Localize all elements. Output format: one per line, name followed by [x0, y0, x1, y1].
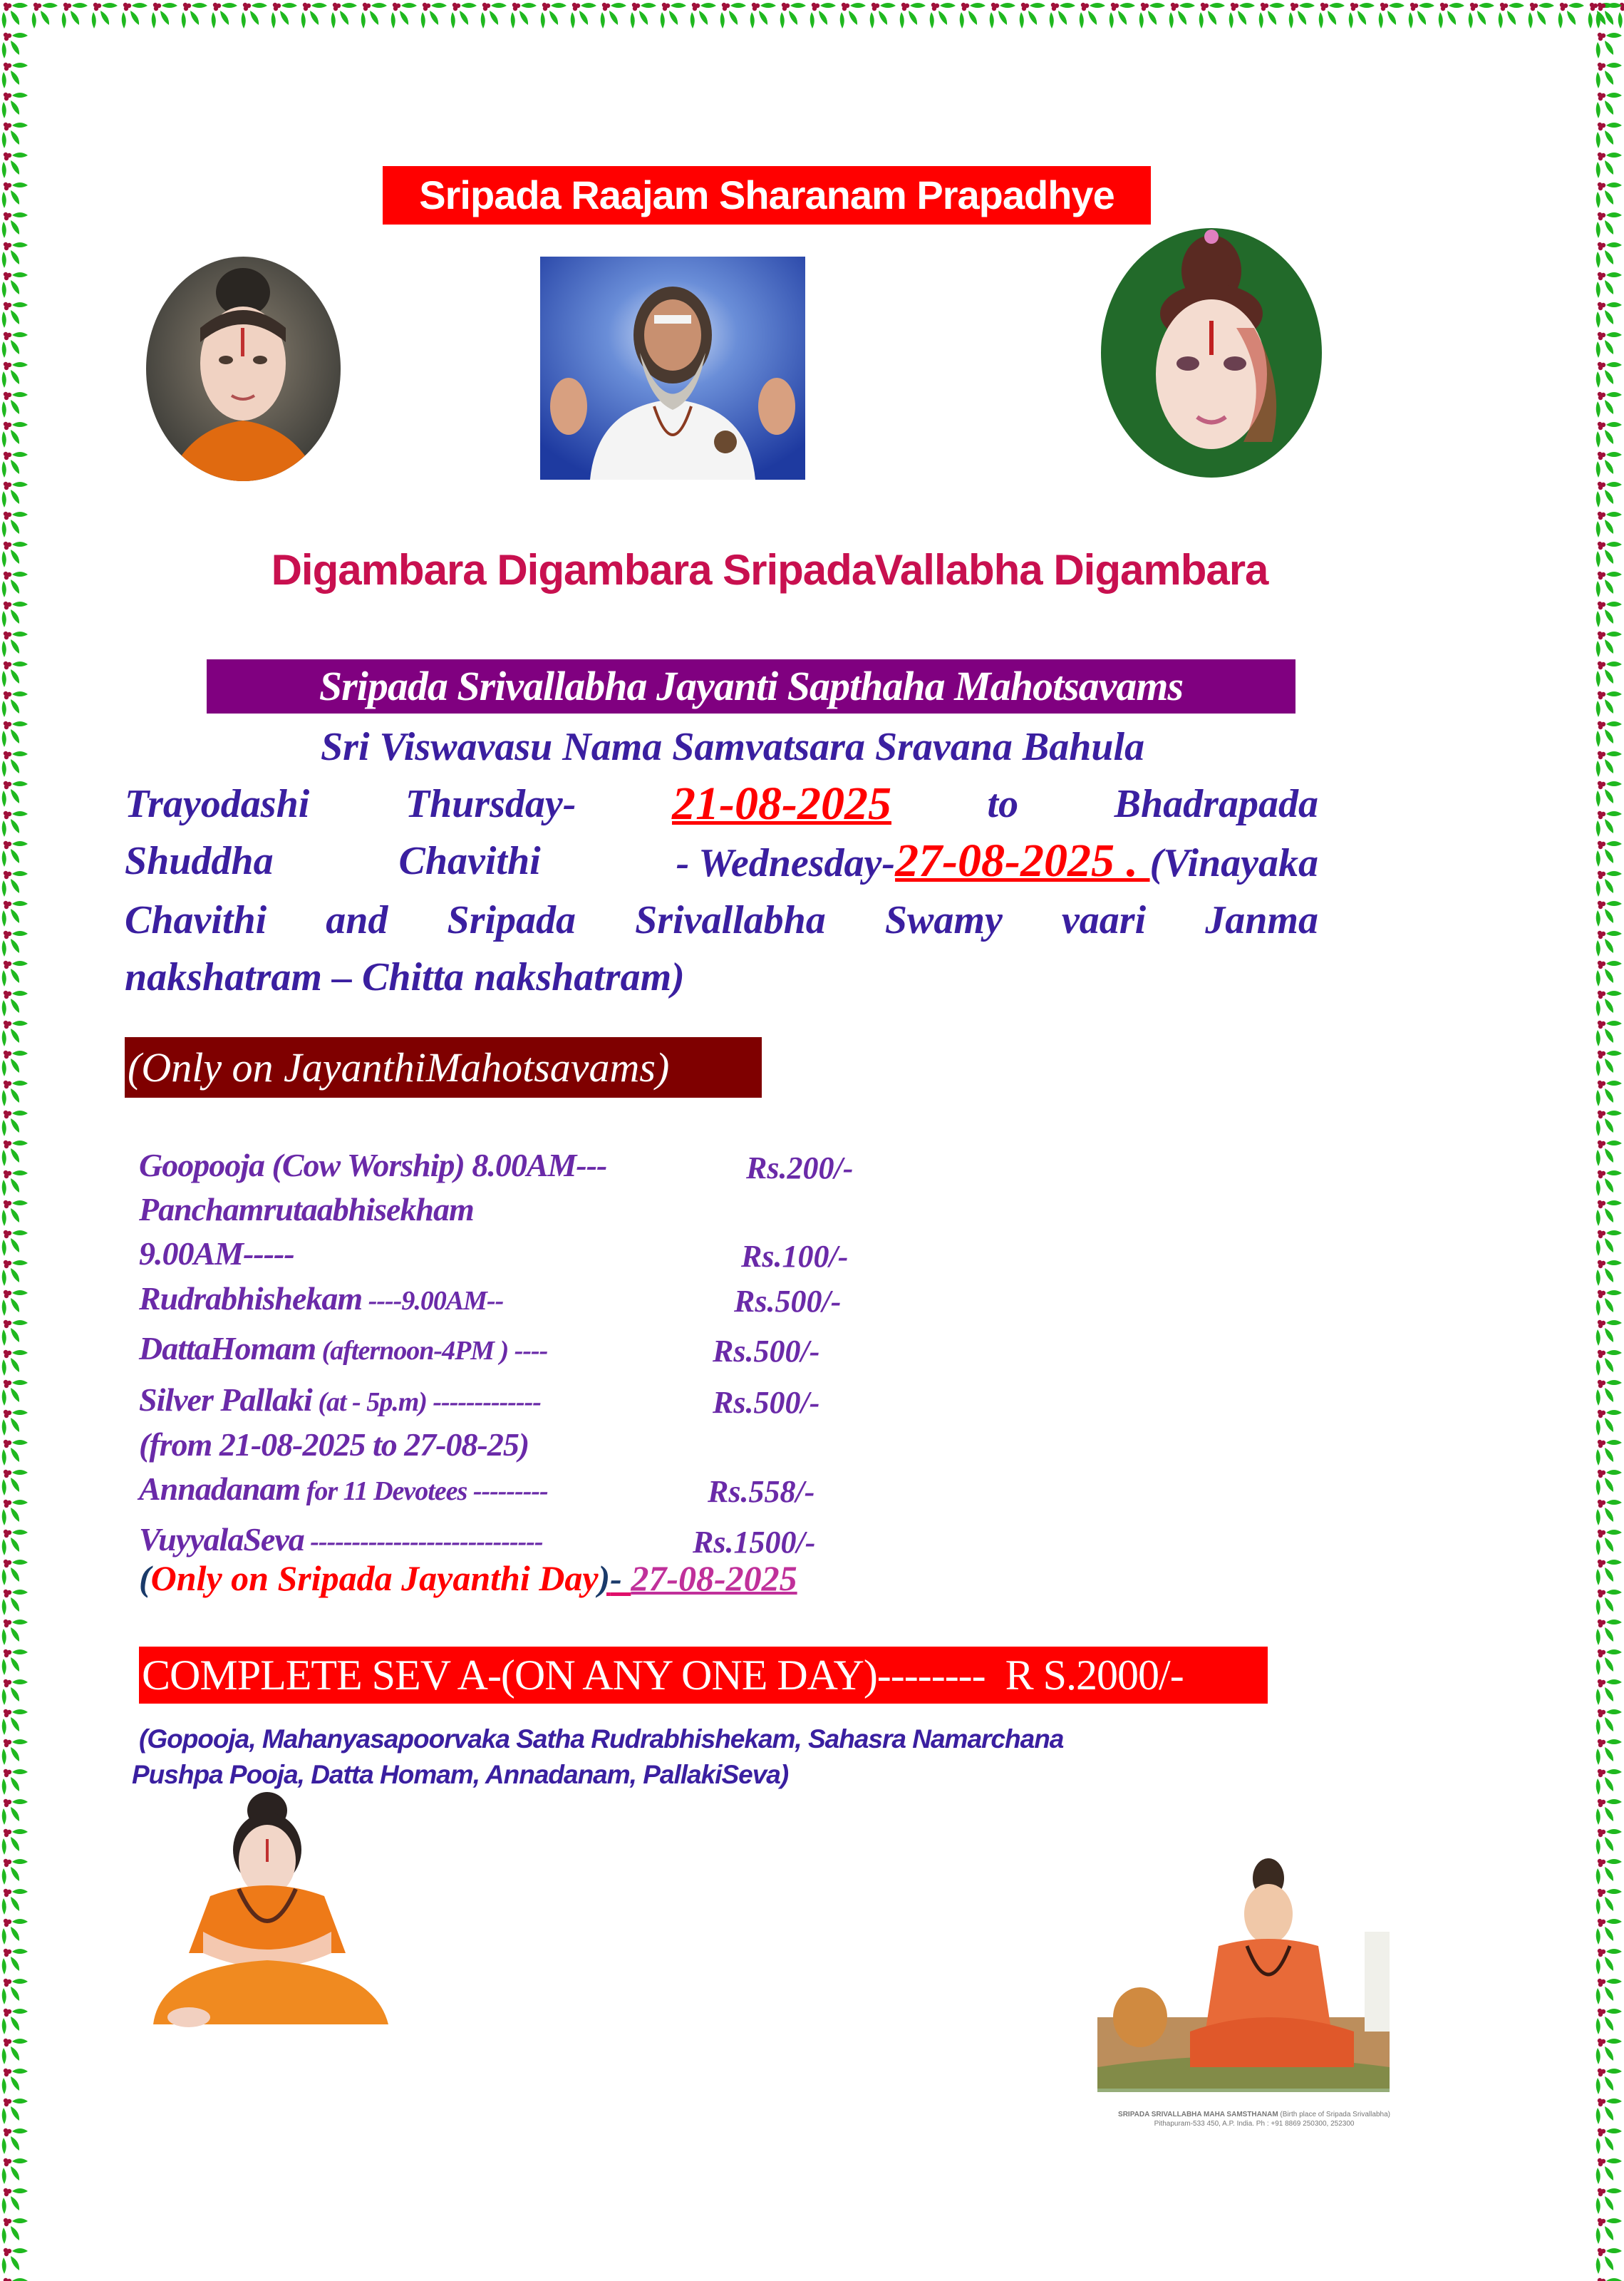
holly-leaf-icon [0, 2096, 30, 2126]
holly-leaf-icon [0, 2036, 30, 2066]
holly-leaf-icon [1594, 210, 1624, 240]
holly-leaf-icon [1594, 30, 1624, 60]
seva-name: VuyyalaSeva [139, 1521, 304, 1557]
holly-leaf-icon [1594, 1257, 1624, 1287]
seva-name: DattaHomam [139, 1330, 316, 1366]
holly-leaf-icon [0, 2126, 30, 2156]
holly-leaf-icon [0, 2245, 30, 2275]
holly-leaf-icon [1594, 1467, 1624, 1497]
holly-leaf-icon [1594, 1407, 1624, 1437]
holly-leaf-icon [0, 150, 30, 180]
holly-leaf-icon [0, 1677, 30, 1706]
holly-leaf-icon [1107, 0, 1137, 30]
holly-leaf-icon [1407, 0, 1437, 30]
holly-leaf-icon [0, 1078, 30, 1108]
sripada-with-cow-image [1090, 1853, 1397, 2092]
holly-leaf-icon [0, 569, 30, 599]
holly-leaf-icon [838, 0, 868, 30]
seva-item-price: Rs.1500/- [693, 1525, 816, 1560]
text-thursday: Thursday- [405, 782, 576, 826]
holly-leaf-icon [1594, 2156, 1624, 2185]
holly-leaf-icon [1347, 0, 1377, 30]
holly-leaf-icon [1594, 958, 1624, 988]
holly-leaf-icon [1594, 60, 1624, 90]
seva-time: for 11 Devotees --------- [300, 1476, 548, 1506]
holly-leaf-icon [0, 599, 30, 629]
holly-leaf-icon [1594, 1677, 1624, 1706]
text-shuddha: Shuddha [125, 839, 274, 883]
holly-leaf-icon [0, 629, 30, 659]
holly-leaf-icon [1594, 2126, 1624, 2156]
seva-time: (afternoon-4PM ) ---- [316, 1336, 548, 1366]
holly-leaf-icon [0, 2215, 30, 2245]
event-banner: Sripada Srivallabha Jayanti Sapthaha Mahotsavams [207, 659, 1295, 714]
holly-leaf-icon [718, 0, 748, 30]
holly-leaf-icon [1594, 269, 1624, 299]
text-samvatsara: Sri Viswavasu Nama Samvatsara Sravana Bahula [321, 725, 1145, 769]
holly-leaf-icon [419, 0, 449, 30]
holly-leaf-icon [120, 0, 150, 30]
holly-leaf-icon [1437, 0, 1467, 30]
paragraph-line-1 [125, 719, 1318, 776]
holly-leaf-icon [1556, 0, 1586, 30]
bottom-right-image [1090, 1853, 1397, 2092]
text-srivallabha: Srivallabha [635, 898, 826, 942]
seva-item-label [139, 1470, 548, 1508]
holly-leaf-icon [868, 0, 898, 30]
holly-leaf-icon [1496, 0, 1526, 30]
holly-leaf-icon [0, 1018, 30, 1048]
bottom-left-image [132, 1789, 417, 2032]
holly-leaf-icon [1594, 1347, 1624, 1377]
holly-leaf-icon [1467, 0, 1496, 30]
text-vinayaka: (Vinayaka [1149, 841, 1318, 885]
paragraph-line-2 [125, 776, 1318, 833]
paragraph-line-3 [125, 833, 1318, 892]
seva-item-label [139, 1520, 543, 1558]
holly-leaf-icon [1167, 0, 1197, 30]
holly-leaf-icon [1594, 1886, 1624, 1916]
text-to: to [987, 782, 1019, 826]
holly-leaf-icon [1594, 1048, 1624, 1078]
holly-leaf-icon [1317, 0, 1347, 30]
top-right-portrait [1101, 228, 1322, 478]
seva-name: Silver Pallaki [139, 1381, 312, 1418]
holly-leaf-icon [0, 2006, 30, 2036]
holly-leaf-icon [1526, 0, 1556, 30]
holly-leaf-icon [0, 1976, 30, 2006]
holly-leaf-icon [0, 120, 30, 150]
holly-leaf-icon [1594, 988, 1624, 1018]
holly-leaf-icon [0, 719, 30, 748]
holly-leaf-icon [1077, 0, 1107, 30]
seva-section-banner: (Only on JayanthiMahotsavams) [125, 1037, 762, 1098]
text-bhadrapada: Bhadrapada [1114, 782, 1318, 826]
temple-address: Pithapuram-533 450, A.P. India. Ph : +91 8869 250300, 252300 [1154, 2120, 1355, 2128]
holly-leaf-icon [1594, 150, 1624, 180]
holly-leaf-icon [239, 0, 269, 30]
holly-leaf-icon [30, 0, 60, 30]
holly-leaf-icon [1594, 808, 1624, 838]
seva-item-price: Rs.200/- [746, 1150, 854, 1185]
seva-item-price: Rs.500/- [713, 1334, 820, 1369]
seva-name: Annadanam [139, 1471, 301, 1507]
holly-leaf-icon [1594, 2036, 1624, 2066]
caption-line-1 [1112, 2110, 1397, 2119]
text-chavithi-2: Chavithi [125, 898, 267, 942]
holly-leaf-icon [0, 1856, 30, 1886]
holly-leaf-icon [0, 1138, 30, 1168]
holly-leaf-icon [1594, 419, 1624, 449]
paragraph-line-4 [125, 892, 1318, 949]
holly-leaf-icon [1594, 1557, 1624, 1587]
holly-leaf-icon [1594, 1287, 1624, 1317]
seva-item-label: 9.00AM----- [139, 1235, 294, 1272]
holly-leaf-icon [1594, 329, 1624, 359]
holly-leaf-icon [0, 269, 30, 299]
holly-leaf-icon [0, 509, 30, 539]
holly-leaf-icon [0, 180, 30, 210]
holly-leaf-icon [1594, 1317, 1624, 1347]
holly-border-left [0, 0, 30, 2281]
holly-leaf-icon [1197, 0, 1227, 30]
text-sripada: Sripada [447, 898, 576, 942]
start-date: 21-08-2025 [672, 778, 891, 830]
holly-leaf-icon [90, 0, 120, 30]
holly-leaf-icon [389, 0, 419, 30]
holly-leaf-icon [1594, 1108, 1624, 1138]
event-dates-paragraph [125, 719, 1318, 1006]
holly-leaf-icon [1594, 509, 1624, 539]
holly-leaf-icon [0, 90, 30, 120]
holly-leaf-icon [1018, 0, 1048, 30]
holly-leaf-icon [1594, 2185, 1624, 2215]
holly-leaf-icon [0, 2185, 30, 2215]
holly-leaf-icon [1594, 2215, 1624, 2245]
holly-leaf-icon [0, 1407, 30, 1437]
holly-leaf-icon [0, 1437, 30, 1467]
holly-leaf-icon [0, 1617, 30, 1647]
holly-leaf-icon [569, 0, 599, 30]
holly-leaf-icon [1594, 240, 1624, 269]
paragraph-line-5 [125, 949, 1318, 1006]
holly-leaf-icon [449, 0, 479, 30]
holly-leaf-icon [1594, 1018, 1624, 1048]
holly-leaf-icon [0, 2275, 30, 2281]
holly-leaf-icon [1594, 1826, 1624, 1856]
seva-item-label [139, 1329, 547, 1367]
holly-leaf-icon [1594, 838, 1624, 868]
holly-leaf-icon [808, 0, 838, 30]
holly-leaf-icon [1594, 90, 1624, 120]
text-janma: Janma [1205, 898, 1318, 942]
holly-leaf-icon [1594, 1647, 1624, 1677]
holly-leaf-icon [1594, 1168, 1624, 1198]
holly-leaf-icon [0, 1826, 30, 1856]
holly-leaf-icon [1594, 1946, 1624, 1976]
seva-item-price: Rs.558/- [708, 1474, 815, 1509]
holly-leaf-icon [1594, 1198, 1624, 1227]
holly-leaf-icon [1594, 2275, 1624, 2281]
holly-leaf-icon [0, 1886, 30, 1916]
note-dash: - [610, 1558, 631, 1598]
holly-leaf-icon [299, 0, 329, 30]
holly-leaf-icon [958, 0, 988, 30]
holly-leaf-icon [210, 0, 239, 30]
holly-leaf-icon [1594, 778, 1624, 808]
holly-leaf-icon [0, 359, 30, 389]
holly-leaf-icon [1287, 0, 1317, 30]
holly-leaf-icon [1594, 1736, 1624, 1766]
holly-leaf-icon [1594, 1497, 1624, 1527]
holly-leaf-icon [1594, 1916, 1624, 1946]
chant-line: Digambara Digambara SripadaVallabha Digambara [271, 546, 1268, 594]
holly-leaf-icon [1257, 0, 1287, 30]
jayanthi-day-note [139, 1557, 797, 1599]
holly-leaf-icon [988, 0, 1018, 30]
holly-leaf-icon [0, 240, 30, 269]
holly-leaf-icon [0, 1467, 30, 1497]
seva-item-label: Panchamrutaabhisekham [139, 1191, 474, 1227]
holly-leaf-icon [688, 0, 718, 30]
holly-leaf-icon [1594, 629, 1624, 659]
sripada-green-portrait-image [1101, 228, 1322, 478]
holly-leaf-icon [1594, 1617, 1624, 1647]
holly-leaf-icon [509, 0, 539, 30]
holly-leaf-icon [0, 928, 30, 958]
holly-leaf-icon [1594, 928, 1624, 958]
holly-leaf-icon [1594, 599, 1624, 629]
holly-leaf-icon [629, 0, 658, 30]
complete-seva-banner: COMPLETE SEV A-(ON ANY ONE DAY)-------- R S.2000/- [139, 1647, 1268, 1704]
holly-leaf-icon [1594, 180, 1624, 210]
text-and: and [326, 898, 388, 942]
holly-leaf-icon [60, 0, 90, 30]
holly-leaf-icon [1377, 0, 1407, 30]
seva-item-price: Rs.100/- [741, 1239, 849, 1274]
holly-leaf-icon [1594, 1527, 1624, 1557]
complete-seva-details [132, 1721, 1272, 1793]
seva-time: (at - 5p.m) ------------- [311, 1387, 541, 1417]
end-date: 27-08-2025 . [895, 835, 1150, 887]
holly-leaf-icon [329, 0, 359, 30]
holly-leaf-icon [0, 1168, 30, 1198]
text-nakshatram: nakshatram – Chitta nakshatram) [125, 955, 685, 999]
text-vaari: vaari [1061, 898, 1147, 942]
holly-leaf-icon [0, 539, 30, 569]
holly-leaf-icon [1594, 1437, 1624, 1467]
holly-leaf-icon [0, 1557, 30, 1587]
holly-leaf-icon [0, 1647, 30, 1677]
holly-leaf-icon [1594, 1766, 1624, 1796]
holly-leaf-icon [359, 0, 389, 30]
holly-leaf-icon [1137, 0, 1167, 30]
holly-leaf-icon [0, 1227, 30, 1257]
holly-leaf-icon [0, 389, 30, 419]
holly-leaf-icon [748, 0, 778, 30]
holly-leaf-icon [0, 1796, 30, 1826]
holly-leaf-icon [898, 0, 928, 30]
holly-leaf-icon [0, 898, 30, 928]
holly-leaf-icon [0, 1706, 30, 1736]
holly-leaf-icon [1594, 1227, 1624, 1257]
sripada-portrait-image [146, 257, 341, 481]
holly-leaf-icon [0, 1587, 30, 1617]
holly-leaf-icon [1594, 1706, 1624, 1736]
holly-leaf-icon [1594, 0, 1624, 30]
holly-leaf-icon [1594, 1856, 1624, 1886]
holly-leaf-icon [1594, 389, 1624, 419]
page-title-banner: Sripada Raajam Sharanam Prapadhye [383, 166, 1151, 225]
holly-leaf-icon [1594, 898, 1624, 928]
holly-leaf-icon [0, 299, 30, 329]
holly-leaf-icon [0, 30, 30, 60]
holly-leaf-icon [0, 838, 30, 868]
holly-leaf-icon [1594, 868, 1624, 898]
holly-leaf-icon [1594, 449, 1624, 479]
holly-leaf-icon [1594, 479, 1624, 509]
holly-leaf-icon [269, 0, 299, 30]
holly-leaf-icon [0, 1317, 30, 1347]
holly-leaf-icon [0, 778, 30, 808]
holly-leaf-icon [0, 1916, 30, 1946]
holly-leaf-icon [778, 0, 808, 30]
guru-portrait-image [540, 257, 805, 480]
holly-leaf-icon [0, 60, 30, 90]
holly-leaf-icon [1594, 1377, 1624, 1407]
holly-leaf-icon [1594, 569, 1624, 599]
holly-leaf-icon [1594, 539, 1624, 569]
holly-leaf-icon [1594, 2245, 1624, 2275]
text-wednesday-group [666, 833, 1318, 892]
holly-leaf-icon [658, 0, 688, 30]
top-center-portrait [540, 257, 805, 480]
holly-leaf-icon [0, 210, 30, 240]
holly-leaf-icon [0, 479, 30, 509]
holly-leaf-icon [1594, 719, 1624, 748]
holly-leaf-icon [0, 868, 30, 898]
top-left-portrait [146, 257, 341, 481]
temple-address-caption [1112, 2110, 1397, 2128]
holly-leaf-icon [0, 1527, 30, 1557]
holly-leaf-icon [928, 0, 958, 30]
text-chavithi: Chavithi [398, 839, 541, 883]
details-line-1: (Gopooja, Mahanyasapoorvaka Satha Rudrabhishekam, Sahasra Namarchana [139, 1724, 1064, 1754]
seva-name: Rudrabhishekam [139, 1280, 363, 1317]
holly-leaf-icon [1594, 689, 1624, 719]
seva-item-price: Rs.500/- [734, 1284, 842, 1319]
text-wednesday: - Wednesday- [666, 841, 896, 885]
holly-leaf-icon [0, 1287, 30, 1317]
open-paren: ( [139, 1558, 151, 1598]
holly-leaf-icon [1594, 1138, 1624, 1168]
holly-leaf-icon [0, 1108, 30, 1138]
text-trayodashi: Trayodashi [125, 782, 310, 826]
holly-leaf-icon [0, 1946, 30, 1976]
holly-leaf-icon [0, 1347, 30, 1377]
holly-leaf-icon [0, 1198, 30, 1227]
holly-border-right [1594, 0, 1624, 2281]
holly-leaf-icon [0, 659, 30, 689]
seva-time: ---------------------------- [304, 1527, 543, 1557]
holly-leaf-icon [0, 1497, 30, 1527]
seva-item-price: Rs.500/- [713, 1385, 820, 1420]
holly-leaf-icon [0, 1766, 30, 1796]
holly-leaf-icon [1594, 1587, 1624, 1617]
details-line-2: Pushpa Pooja, Datta Homam, Annadanam, PallakiSeva) [132, 1760, 789, 1789]
holly-leaf-icon [0, 988, 30, 1018]
holly-leaf-icon [0, 1048, 30, 1078]
holly-leaf-icon [0, 329, 30, 359]
holly-leaf-icon [1594, 2096, 1624, 2126]
holly-leaf-icon [0, 2156, 30, 2185]
jayanthi-date: 27-08-2025 [631, 1558, 797, 1598]
holly-leaf-icon [1594, 1796, 1624, 1826]
holly-leaf-icon [599, 0, 629, 30]
holly-leaf-icon [1594, 1078, 1624, 1108]
temple-note: (Birth place of Sripada Srivallabha) [1278, 2111, 1390, 2118]
holly-leaf-icon [150, 0, 180, 30]
holly-leaf-icon [0, 1377, 30, 1407]
text-swamy: Swamy [884, 898, 1003, 942]
holly-leaf-icon [1594, 2006, 1624, 2036]
sripada-seated-image [132, 1789, 417, 2032]
holly-leaf-icon [0, 449, 30, 479]
holly-leaf-icon [1594, 748, 1624, 778]
seva-item-label [139, 1381, 541, 1418]
close-paren: ) [598, 1558, 611, 1598]
holly-leaf-icon [1227, 0, 1257, 30]
holly-leaf-icon [1594, 299, 1624, 329]
holly-leaf-icon [1594, 659, 1624, 689]
holly-leaf-icon [1048, 0, 1077, 30]
holly-leaf-icon [180, 0, 210, 30]
seva-item-label [139, 1279, 503, 1317]
seva-time: ----9.00AM-- [362, 1286, 504, 1316]
holly-leaf-icon [0, 1736, 30, 1766]
holly-leaf-icon [479, 0, 509, 30]
jayanthi-day-text: Only on Sripada Jayanthi Day [150, 1558, 599, 1598]
holly-leaf-icon [0, 958, 30, 988]
holly-leaf-icon [0, 419, 30, 449]
seva-item-label: Goopooja (Cow Worship) 8.00AM--- [139, 1147, 607, 1183]
holly-leaf-icon [0, 689, 30, 719]
holly-border-top [0, 0, 1624, 30]
holly-leaf-icon [0, 2066, 30, 2096]
holly-leaf-icon [1594, 1976, 1624, 2006]
holly-leaf-icon [0, 0, 30, 30]
seva-item-label: (from 21-08-2025 to 27-08-25) [139, 1426, 529, 1463]
holly-leaf-icon [0, 1257, 30, 1287]
holly-leaf-icon [539, 0, 569, 30]
holly-leaf-icon [0, 808, 30, 838]
holly-leaf-icon [1594, 120, 1624, 150]
temple-name: SRIPADA SRIVALLABHA MAHA SAMSTHANAM [1118, 2111, 1278, 2118]
holly-leaf-icon [0, 748, 30, 778]
holly-leaf-icon [1594, 2066, 1624, 2096]
holly-leaf-icon [1594, 359, 1624, 389]
